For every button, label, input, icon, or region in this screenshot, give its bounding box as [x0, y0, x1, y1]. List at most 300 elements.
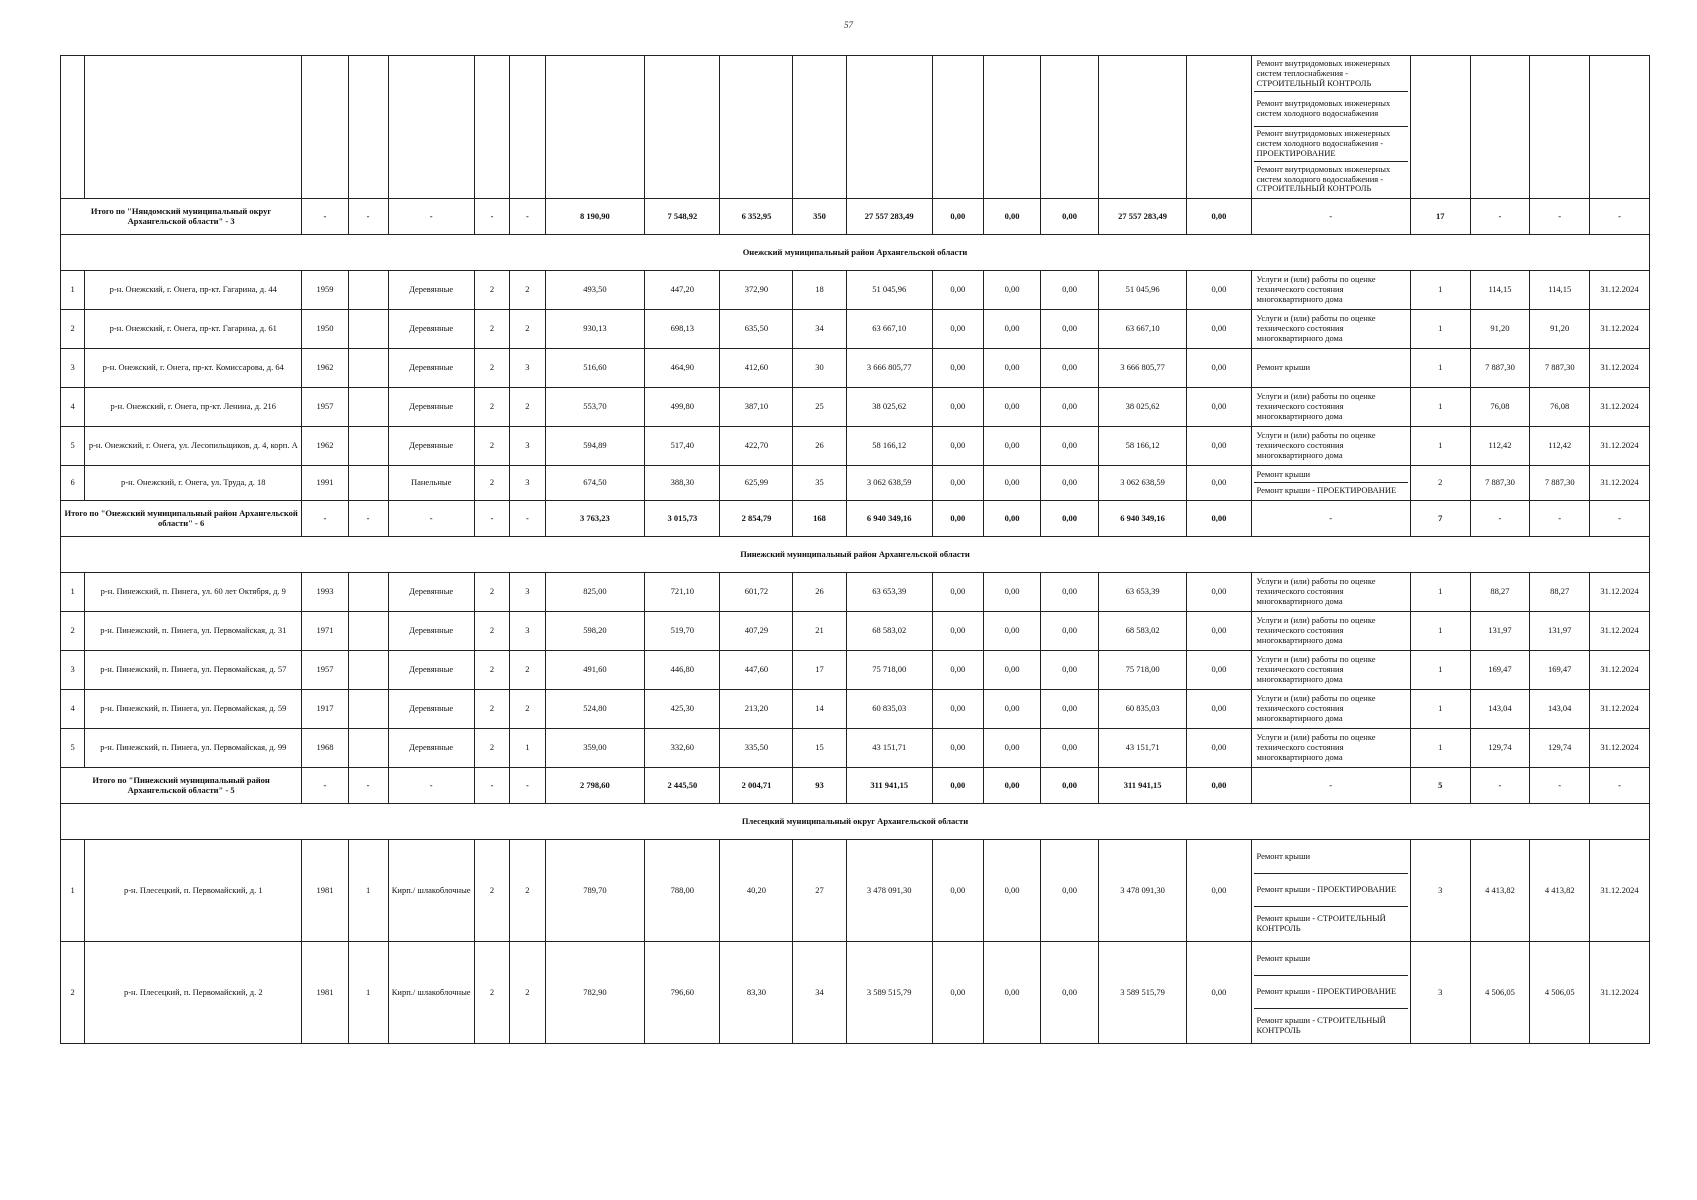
row-number: 1 [61, 573, 85, 612]
fund: 0,00 [932, 573, 983, 612]
total-c6: - [474, 768, 509, 804]
work-list [1251, 840, 1410, 942]
work-item: Услуги и (или) работы по оценке технического состояния многоквартирного дома [1256, 732, 1376, 762]
total-fund: 0,00 [932, 768, 983, 804]
total-budget-region: 0,00 [983, 501, 1041, 537]
max-cost: 4 506,05 [1530, 942, 1590, 1044]
total-living-area-residents: 2 004,71 [720, 768, 793, 804]
total-living-area: 3 015,73 [645, 501, 720, 537]
residents: 34 [793, 942, 846, 1044]
work-count: 1 [1410, 310, 1470, 349]
total-row [61, 768, 1650, 804]
floors: 2 [474, 349, 509, 388]
residents: 17 [793, 651, 846, 690]
work-item: Ремонт внутридомовых инженерных систем холодного водоснабжения - ПРОЕКТИРОВАНИЕ [1254, 127, 1408, 162]
total-area: 359,00 [545, 729, 645, 768]
total-label: Итого по "Онежский муниципальный район Архангельской области" - 6 [61, 501, 302, 537]
section-row [61, 537, 1650, 573]
total-area: 789,70 [545, 840, 645, 942]
year-built: 1971 [302, 612, 348, 651]
living-area-residents: 213,20 [720, 690, 793, 729]
budget-region: 0,00 [983, 729, 1041, 768]
unit-cost: 7 887,30 [1470, 349, 1530, 388]
fund: 0,00 [932, 651, 983, 690]
table-row [61, 840, 1650, 942]
empty-cell [1098, 56, 1187, 199]
year-built: 1950 [302, 310, 348, 349]
other: 0,00 [1187, 310, 1251, 349]
fund: 0,00 [932, 271, 983, 310]
max-cost: 169,47 [1530, 651, 1590, 690]
wall-material: Деревянные [388, 310, 474, 349]
living-area-residents: 387,10 [720, 388, 793, 427]
year-renovated [348, 388, 388, 427]
entrances: 3 [510, 612, 545, 651]
unit-cost: 4 506,05 [1470, 942, 1530, 1044]
total-area: 825,00 [545, 573, 645, 612]
address: р-н. Онежский, г. Онега, пр-кт. Гагарина, д. 44 [85, 271, 302, 310]
total-living-area-residents: 6 352,95 [720, 199, 793, 235]
work-list [1251, 690, 1410, 729]
cost-total: 43 151,71 [846, 729, 932, 768]
table-row [61, 729, 1650, 768]
wall-material: Деревянные [388, 271, 474, 310]
residents: 34 [793, 310, 846, 349]
entrances: 2 [510, 651, 545, 690]
row-number: 3 [61, 349, 85, 388]
budget-local: 0,00 [1041, 612, 1099, 651]
fund: 0,00 [932, 690, 983, 729]
work-list [1251, 349, 1410, 388]
other: 0,00 [1187, 349, 1251, 388]
cost-total: 51 045,96 [846, 271, 932, 310]
table-row [61, 612, 1650, 651]
cost-total: 60 835,03 [846, 690, 932, 729]
floors: 2 [474, 310, 509, 349]
total-fund: 0,00 [932, 199, 983, 235]
empty-cell [846, 56, 932, 199]
total-area: 524,80 [545, 690, 645, 729]
deadline: 31.12.2024 [1590, 573, 1650, 612]
living-area: 499,80 [645, 388, 720, 427]
total-other: 0,00 [1187, 768, 1251, 804]
address: р-н. Пинежский, п. Пинега, ул. Первомайская, д. 31 [85, 612, 302, 651]
total-cost-total: 27 557 283,49 [846, 199, 932, 235]
table-row [61, 573, 1650, 612]
total-work: - [1251, 501, 1410, 537]
owners-funds: 3 666 805,77 [1098, 349, 1187, 388]
table-row [61, 271, 1650, 310]
work-list [1251, 612, 1410, 651]
other: 0,00 [1187, 651, 1251, 690]
year-renovated [348, 310, 388, 349]
floors: 2 [474, 729, 509, 768]
deadline: 31.12.2024 [1590, 612, 1650, 651]
total-living-area: 2 445,50 [645, 768, 720, 804]
unit-cost: 76,08 [1470, 388, 1530, 427]
total-c7: - [510, 501, 545, 537]
living-area: 446,80 [645, 651, 720, 690]
work-count: 2 [1410, 466, 1470, 501]
entrances: 1 [510, 729, 545, 768]
empty-cell [720, 56, 793, 199]
row-number: 1 [61, 840, 85, 942]
work-item: Ремонт крыши [1254, 943, 1408, 976]
total-work: - [1251, 768, 1410, 804]
total-budget-region: 0,00 [983, 768, 1041, 804]
living-area-residents: 447,60 [720, 651, 793, 690]
deadline: 31.12.2024 [1590, 651, 1650, 690]
row-number: 4 [61, 690, 85, 729]
wall-material: Деревянные [388, 690, 474, 729]
other: 0,00 [1187, 573, 1251, 612]
empty-cell [645, 56, 720, 199]
budget-local: 0,00 [1041, 840, 1099, 942]
floors: 2 [474, 612, 509, 651]
table-row [61, 427, 1650, 466]
budget-local: 0,00 [1041, 271, 1099, 310]
other: 0,00 [1187, 612, 1251, 651]
total-label: Итого по "Няндомский муниципальный округ Архангельской области" - 3 [61, 199, 302, 235]
deadline: 31.12.2024 [1590, 349, 1650, 388]
max-cost: 88,27 [1530, 573, 1590, 612]
row-number: 5 [61, 427, 85, 466]
total-area: 553,70 [545, 388, 645, 427]
work-item: Ремонт крыши [1254, 841, 1408, 874]
total-c3: - [302, 768, 348, 804]
row-number: 6 [61, 466, 85, 501]
budget-local: 0,00 [1041, 310, 1099, 349]
empty-cell [1470, 56, 1530, 199]
entrances: 2 [510, 310, 545, 349]
unit-cost: 169,47 [1470, 651, 1530, 690]
entrances: 3 [510, 573, 545, 612]
work-count: 1 [1410, 612, 1470, 651]
cost-total: 68 583,02 [846, 612, 932, 651]
unit-cost: 143,04 [1470, 690, 1530, 729]
work-count: 1 [1410, 349, 1470, 388]
total-living-area-residents: 2 854,79 [720, 501, 793, 537]
floors: 2 [474, 271, 509, 310]
budget-region: 0,00 [983, 840, 1041, 942]
floors: 2 [474, 942, 509, 1044]
wall-material: Панельные [388, 466, 474, 501]
living-area-residents: 635,50 [720, 310, 793, 349]
other: 0,00 [1187, 942, 1251, 1044]
work-item: Ремонт крыши [1254, 467, 1408, 483]
total-c19: - [1470, 501, 1530, 537]
total-c3: - [302, 501, 348, 537]
fund: 0,00 [932, 388, 983, 427]
budget-region: 0,00 [983, 690, 1041, 729]
owners-funds: 38 025,62 [1098, 388, 1187, 427]
wall-material: Деревянные [388, 427, 474, 466]
deadline: 31.12.2024 [1590, 310, 1650, 349]
work-count: 1 [1410, 271, 1470, 310]
residents: 26 [793, 427, 846, 466]
empty-cell [474, 56, 509, 199]
owners-funds: 63 667,10 [1098, 310, 1187, 349]
entrances: 2 [510, 388, 545, 427]
fund: 0,00 [932, 349, 983, 388]
empty-cell [545, 56, 645, 199]
total-budget-local: 0,00 [1041, 199, 1099, 235]
row-number: 2 [61, 310, 85, 349]
work-item: Услуги и (или) работы по оценке технического состояния многоквартирного дома [1256, 430, 1376, 460]
living-area: 519,70 [645, 612, 720, 651]
section-row [61, 804, 1650, 840]
work-count: 1 [1410, 388, 1470, 427]
repair-program-table [60, 55, 1650, 1044]
total-count: 5 [1410, 768, 1470, 804]
residents: 26 [793, 573, 846, 612]
living-area-residents: 625,99 [720, 466, 793, 501]
year-renovated [348, 612, 388, 651]
deadline: 31.12.2024 [1590, 840, 1650, 942]
residents: 18 [793, 271, 846, 310]
wall-material: Деревянные [388, 388, 474, 427]
living-area: 447,20 [645, 271, 720, 310]
work-list [1251, 271, 1410, 310]
other: 0,00 [1187, 840, 1251, 942]
living-area-residents: 412,60 [720, 349, 793, 388]
empty-cell [510, 56, 545, 199]
fund: 0,00 [932, 840, 983, 942]
empty-cell [1530, 56, 1590, 199]
work-count: 1 [1410, 729, 1470, 768]
empty-cell [793, 56, 846, 199]
unit-cost: 88,27 [1470, 573, 1530, 612]
total-fund: 0,00 [932, 501, 983, 537]
cost-total: 58 166,12 [846, 427, 932, 466]
max-cost: 4 413,82 [1530, 840, 1590, 942]
fund: 0,00 [932, 612, 983, 651]
wall-material: Деревянные [388, 612, 474, 651]
living-area: 388,30 [645, 466, 720, 501]
row-number: 2 [61, 612, 85, 651]
living-area-residents: 335,50 [720, 729, 793, 768]
total-c3: - [302, 199, 348, 235]
address: р-н. Онежский, г. Онега, пр-кт. Комиссарова, д. 64 [85, 349, 302, 388]
total-c4: - [348, 768, 388, 804]
budget-region: 0,00 [983, 427, 1041, 466]
year-built: 1981 [302, 840, 348, 942]
owners-funds: 58 166,12 [1098, 427, 1187, 466]
total-c4: - [348, 199, 388, 235]
year-renovated: 1 [348, 840, 388, 942]
address: р-н. Плесецкий, п. Первомайский, д. 1 [85, 840, 302, 942]
entrances: 2 [510, 840, 545, 942]
owners-funds: 63 653,39 [1098, 573, 1187, 612]
max-cost: 129,74 [1530, 729, 1590, 768]
year-built: 1957 [302, 388, 348, 427]
cost-total: 38 025,62 [846, 388, 932, 427]
other: 0,00 [1187, 466, 1251, 501]
empty-cell [61, 56, 85, 199]
wall-material: Деревянные [388, 573, 474, 612]
floors: 2 [474, 573, 509, 612]
total-area: 674,50 [545, 466, 645, 501]
max-cost: 131,97 [1530, 612, 1590, 651]
work-item: Услуги и (или) работы по оценке технического состояния многоквартирного дома [1256, 274, 1376, 304]
owners-funds: 60 835,03 [1098, 690, 1187, 729]
work-count: 1 [1410, 651, 1470, 690]
other: 0,00 [1187, 690, 1251, 729]
deadline: 31.12.2024 [1590, 690, 1650, 729]
living-area: 332,60 [645, 729, 720, 768]
year-renovated [348, 427, 388, 466]
budget-local: 0,00 [1041, 942, 1099, 1044]
living-area-residents: 372,90 [720, 271, 793, 310]
other: 0,00 [1187, 271, 1251, 310]
year-built: 1991 [302, 466, 348, 501]
year-built: 1993 [302, 573, 348, 612]
section-row [61, 235, 1650, 271]
total-c21: - [1590, 768, 1650, 804]
year-built: 1957 [302, 651, 348, 690]
living-area: 425,30 [645, 690, 720, 729]
work-count: 1 [1410, 573, 1470, 612]
address: р-н. Онежский, г. Онега, пр-кт. Гагарина, д. 61 [85, 310, 302, 349]
max-cost: 7 887,30 [1530, 466, 1590, 501]
work-list [1251, 942, 1410, 1044]
owners-funds: 3 062 638,59 [1098, 466, 1187, 501]
empty-cell [85, 56, 302, 199]
budget-local: 0,00 [1041, 690, 1099, 729]
total-area: 598,20 [545, 612, 645, 651]
total-area: 782,90 [545, 942, 645, 1044]
total-living-area: 7 548,92 [645, 199, 720, 235]
budget-local: 0,00 [1041, 427, 1099, 466]
year-built: 1962 [302, 349, 348, 388]
address: р-н. Онежский, г. Онега, пр-кт. Ленина, д. 216 [85, 388, 302, 427]
work-item: Ремонт внутридомовых инженерных систем холодного водоснабжения - СТРОИТЕЛЬНЫЙ КОНТРОЛЬ [1256, 163, 1391, 194]
deadline: 31.12.2024 [1590, 388, 1650, 427]
table-row [61, 310, 1650, 349]
total-budget-local: 0,00 [1041, 768, 1099, 804]
year-renovated: 1 [348, 942, 388, 1044]
living-area: 796,60 [645, 942, 720, 1044]
budget-region: 0,00 [983, 466, 1041, 501]
year-built: 1962 [302, 427, 348, 466]
fund: 0,00 [932, 310, 983, 349]
section-title: Онежский муниципальный район Архангельской области [61, 235, 1650, 271]
budget-region: 0,00 [983, 271, 1041, 310]
work-list [1251, 466, 1410, 501]
work-count: 1 [1410, 690, 1470, 729]
address: р-н. Плесецкий, п. Первомайский, д. 2 [85, 942, 302, 1044]
total-c4: - [348, 501, 388, 537]
entrances: 3 [510, 349, 545, 388]
residents: 15 [793, 729, 846, 768]
cost-total: 3 478 091,30 [846, 840, 932, 942]
unit-cost: 91,20 [1470, 310, 1530, 349]
total-c5: - [388, 199, 474, 235]
work-item: Ремонт крыши - СТРОИТЕЛЬНЫЙ КОНТРОЛЬ [1256, 912, 1386, 933]
floors: 2 [474, 388, 509, 427]
fund: 0,00 [932, 466, 983, 501]
floors: 2 [474, 651, 509, 690]
budget-region: 0,00 [983, 573, 1041, 612]
total-c6: - [474, 199, 509, 235]
wall-material: Деревянные [388, 729, 474, 768]
max-cost: 112,42 [1530, 427, 1590, 466]
work-count: 3 [1410, 840, 1470, 942]
budget-region: 0,00 [983, 310, 1041, 349]
total-count: 17 [1410, 199, 1470, 235]
row-number: 3 [61, 651, 85, 690]
cost-total: 3 666 805,77 [846, 349, 932, 388]
total-count: 7 [1410, 501, 1470, 537]
fund: 0,00 [932, 427, 983, 466]
empty-cell [302, 56, 348, 199]
total-owners-funds: 311 941,15 [1098, 768, 1187, 804]
living-area: 464,90 [645, 349, 720, 388]
deadline: 31.12.2024 [1590, 942, 1650, 1044]
cost-total: 63 653,39 [846, 573, 932, 612]
max-cost: 114,15 [1530, 271, 1590, 310]
total-owners-funds: 27 557 283,49 [1098, 199, 1187, 235]
max-cost: 91,20 [1530, 310, 1590, 349]
total-other: 0,00 [1187, 501, 1251, 537]
empty-cell [1410, 56, 1470, 199]
total-row [61, 199, 1650, 235]
row-number: 1 [61, 271, 85, 310]
work-item: Ремонт крыши - ПРОЕКТИРОВАНИЕ [1254, 874, 1408, 907]
year-built: 1981 [302, 942, 348, 1044]
budget-local: 0,00 [1041, 729, 1099, 768]
max-cost: 7 887,30 [1530, 349, 1590, 388]
total-total-area: 3 763,23 [545, 501, 645, 537]
entrances: 2 [510, 690, 545, 729]
residents: 14 [793, 690, 846, 729]
wall-material: Кирп./ шлакоблочные [388, 840, 474, 942]
total-total-area: 8 190,90 [545, 199, 645, 235]
total-c19: - [1470, 768, 1530, 804]
work-count: 3 [1410, 942, 1470, 1044]
work-item: Услуги и (или) работы по оценке технического состояния многоквартирного дома [1256, 313, 1376, 343]
entrances: 2 [510, 942, 545, 1044]
living-area-residents: 407,29 [720, 612, 793, 651]
table-row [61, 651, 1650, 690]
living-area: 517,40 [645, 427, 720, 466]
cost-total: 63 667,10 [846, 310, 932, 349]
cost-total: 3 062 638,59 [846, 466, 932, 501]
floors: 2 [474, 690, 509, 729]
total-c7: - [510, 768, 545, 804]
empty-cell [388, 56, 474, 199]
budget-region: 0,00 [983, 651, 1041, 690]
total-row [61, 501, 1650, 537]
living-area-residents: 83,30 [720, 942, 793, 1044]
deadline: 31.12.2024 [1590, 466, 1650, 501]
owners-funds: 3 589 515,79 [1098, 942, 1187, 1044]
work-list [1251, 427, 1410, 466]
budget-local: 0,00 [1041, 651, 1099, 690]
total-residents: 168 [793, 501, 846, 537]
living-area-residents: 601,72 [720, 573, 793, 612]
work-item: Ремонт крыши - СТРОИТЕЛЬНЫЙ КОНТРОЛЬ [1256, 1014, 1386, 1035]
page-number: 57 [844, 20, 853, 30]
floors: 2 [474, 466, 509, 501]
total-other: 0,00 [1187, 199, 1251, 235]
unit-cost: 7 887,30 [1470, 466, 1530, 501]
wall-material: Деревянные [388, 651, 474, 690]
empty-cell [983, 56, 1041, 199]
owners-funds: 3 478 091,30 [1098, 840, 1187, 942]
table-row [61, 690, 1650, 729]
total-work: - [1251, 199, 1410, 235]
